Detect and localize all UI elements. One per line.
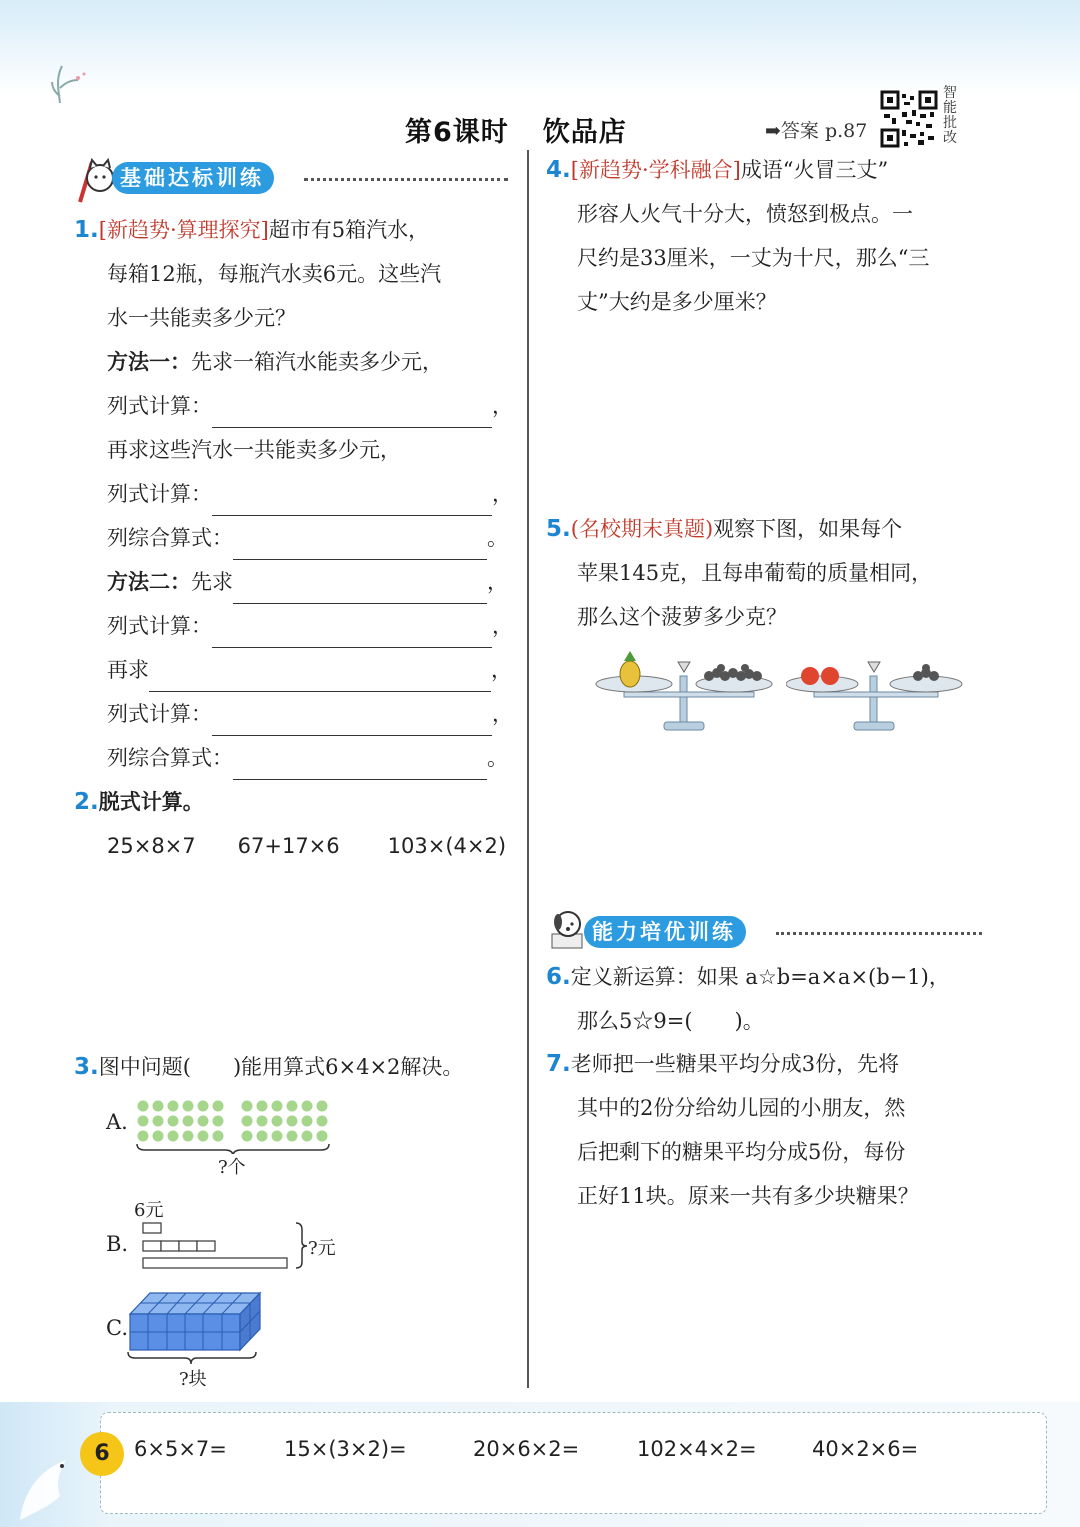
q7-number: 7. bbox=[546, 1051, 571, 1077]
punctuation: ， bbox=[487, 570, 508, 594]
punctuation: ， bbox=[492, 614, 513, 638]
q2-text: 脱式计算。 bbox=[98, 790, 204, 814]
answer-blank[interactable] bbox=[233, 575, 487, 604]
q7-text-line: 老师把一些糖果平均分成3份，先将 bbox=[570, 1052, 900, 1076]
page-number: 6 bbox=[80, 1432, 124, 1476]
q3-number: 3. bbox=[74, 1054, 99, 1080]
green-dot bbox=[287, 1116, 298, 1127]
question-5 bbox=[546, 507, 991, 639]
green-dot bbox=[257, 1101, 268, 1112]
calc-label: 列式计算： bbox=[107, 482, 212, 506]
green-dot bbox=[153, 1116, 164, 1127]
question-3 bbox=[74, 1045, 524, 1089]
oral-calc: 20×6×2= bbox=[473, 1437, 580, 1461]
section-basic-title: 基础达标训练 bbox=[112, 162, 274, 194]
oral-calc: 15×(3×2)= bbox=[284, 1437, 407, 1461]
bird-decoration-icon bbox=[10, 1440, 80, 1525]
q4-text-line: 尺约是33厘米，一丈为十尺，那么“三 bbox=[577, 246, 930, 270]
section-dots bbox=[304, 178, 508, 181]
qr-code-icon[interactable] bbox=[880, 90, 938, 148]
q5-number: 5. bbox=[546, 516, 571, 542]
q1-number: 1. bbox=[74, 217, 99, 243]
punctuation: ， bbox=[491, 658, 512, 682]
combined-label: 列综合算式： bbox=[107, 746, 233, 770]
question-2 bbox=[74, 780, 524, 868]
q4-tag: [新趋势·学科融合] bbox=[570, 158, 741, 182]
q1-text-line: 水一共能卖多少元？ bbox=[107, 306, 296, 330]
q6-number: 6. bbox=[546, 964, 571, 990]
q5-tag: (名校期末真题) bbox=[570, 517, 714, 541]
punctuation: ， bbox=[492, 394, 513, 418]
section-ability bbox=[546, 912, 986, 950]
green-dot bbox=[198, 1131, 209, 1142]
bar-figure bbox=[140, 1220, 310, 1272]
again-label: 再求 bbox=[107, 658, 149, 682]
green-dot bbox=[272, 1116, 283, 1127]
green-dot bbox=[242, 1116, 253, 1127]
q4-number: 4. bbox=[546, 157, 571, 183]
calc-label: 列式计算： bbox=[107, 614, 212, 638]
q2-number: 2. bbox=[74, 789, 99, 815]
page-title bbox=[405, 110, 627, 149]
q2-expr: 103×(4×2) bbox=[387, 834, 507, 858]
answer-blank[interactable] bbox=[212, 619, 492, 648]
q3-option-c-label: C. bbox=[106, 1316, 128, 1340]
green-dot bbox=[168, 1116, 179, 1127]
q3-a-note: ?个 bbox=[218, 1157, 246, 1178]
green-dot bbox=[153, 1131, 164, 1142]
green-dot bbox=[317, 1101, 328, 1112]
q1-tag: [新趋势·算理探究] bbox=[98, 218, 269, 242]
section-dots bbox=[776, 932, 982, 935]
green-dot bbox=[183, 1131, 194, 1142]
punctuation: 。 bbox=[487, 746, 508, 770]
green-dot bbox=[302, 1116, 313, 1127]
cat-mascot-icon bbox=[72, 156, 118, 204]
q7-text-line: 正好11块。原来一共有多少块糖果？ bbox=[577, 1184, 919, 1208]
green-dot bbox=[138, 1101, 149, 1112]
section-ability-title: 能力培优训练 bbox=[584, 916, 746, 948]
q1-text-line: 超市有5箱汽水， bbox=[268, 218, 430, 242]
combined-label: 列综合算式： bbox=[107, 526, 233, 550]
green-dot bbox=[287, 1131, 298, 1142]
q3-text: 图中问题( )能用算式6×4×2解决。 bbox=[98, 1055, 464, 1079]
dots-figure bbox=[135, 1098, 335, 1154]
answer-blank[interactable] bbox=[212, 707, 492, 736]
calc-label: 列式计算： bbox=[107, 394, 212, 418]
green-dot bbox=[198, 1101, 209, 1112]
green-dot bbox=[302, 1101, 313, 1112]
green-dot bbox=[287, 1101, 298, 1112]
answer-blank[interactable] bbox=[149, 663, 491, 692]
q3-b-note: ?元 bbox=[308, 1238, 336, 1259]
method1-text: 先求一箱汽水能卖多少元， bbox=[191, 350, 443, 374]
q7-text-line: 后把剩下的糖果平均分成5份，每份 bbox=[577, 1140, 906, 1164]
green-dot bbox=[168, 1131, 179, 1142]
then-text: 再求这些汽水一共能卖多少元， bbox=[107, 438, 401, 462]
green-dot bbox=[198, 1116, 209, 1127]
green-dot bbox=[257, 1131, 268, 1142]
section-basic bbox=[72, 158, 512, 196]
answer-blank[interactable] bbox=[212, 399, 492, 428]
question-4 bbox=[546, 148, 991, 324]
question-7 bbox=[546, 1042, 996, 1218]
q3-option-b-label: B. bbox=[106, 1232, 129, 1256]
q7-text-line: 其中的2份分给幼儿园的小朋友，然 bbox=[577, 1096, 906, 1120]
q3-b-price: 6元 bbox=[134, 1200, 164, 1221]
oral-calc: 40×2×6= bbox=[812, 1437, 919, 1461]
top-banner bbox=[0, 0, 1080, 95]
green-dot bbox=[183, 1101, 194, 1112]
method2-text: 先求 bbox=[191, 570, 233, 594]
balance-scale-pineapple-grapes bbox=[594, 648, 784, 734]
answer-blank[interactable] bbox=[212, 487, 492, 516]
green-dot bbox=[213, 1131, 224, 1142]
green-dot bbox=[242, 1101, 253, 1112]
green-dot bbox=[138, 1131, 149, 1142]
q3-c-note: ?块 bbox=[179, 1369, 207, 1390]
q1-text-line: 每箱12瓶，每瓶汽水卖6元。这些汽 bbox=[107, 262, 442, 286]
calc-label: 列式计算： bbox=[107, 702, 212, 726]
oral-calc-box bbox=[100, 1412, 1047, 1514]
q2-expr: 67+17×6 bbox=[237, 834, 340, 858]
cube-block-figure bbox=[125, 1288, 270, 1366]
green-dot bbox=[213, 1116, 224, 1127]
green-dot bbox=[138, 1116, 149, 1127]
answer-blank[interactable] bbox=[233, 531, 487, 560]
question-6 bbox=[546, 955, 996, 1043]
green-dot bbox=[153, 1101, 164, 1112]
green-dot bbox=[257, 1116, 268, 1127]
q3-option-a-label: A. bbox=[106, 1110, 128, 1134]
lesson-topic: 饮品店 bbox=[542, 117, 627, 148]
balance-scale-apples-grapes bbox=[786, 652, 966, 734]
method1-label: 方法一： bbox=[107, 350, 191, 374]
oral-calc: 6×5×7= bbox=[134, 1437, 227, 1461]
method2-label: 方法二： bbox=[107, 570, 191, 594]
q4-text-line: 成语“火冒三丈” bbox=[740, 158, 889, 182]
q4-text-line: 形容人火气十分大，愤怒到极点。一 bbox=[577, 202, 913, 226]
answer-reference: ➡答案 p.87 bbox=[765, 120, 868, 142]
q5-text-line: 苹果145克，且每串葡萄的质量相同， bbox=[577, 561, 933, 585]
green-dot bbox=[272, 1101, 283, 1112]
smart-correction-label: 智能批改 bbox=[943, 85, 957, 146]
question-1 bbox=[74, 208, 524, 780]
oral-calc: 102×4×2= bbox=[637, 1437, 757, 1461]
punctuation: ， bbox=[492, 482, 513, 506]
green-dot bbox=[168, 1101, 179, 1112]
green-dot bbox=[317, 1116, 328, 1127]
punctuation: ， bbox=[492, 702, 513, 726]
q6-text-line: 定义新运算：如果 a☆b=a×a×(b−1)， bbox=[570, 965, 950, 989]
q4-text-line: 丈”大约是多少厘米？ bbox=[577, 290, 777, 314]
green-dot bbox=[183, 1116, 194, 1127]
green-dot bbox=[213, 1101, 224, 1112]
answer-blank[interactable] bbox=[233, 751, 487, 780]
lesson-number: 第6课时 bbox=[405, 117, 509, 148]
q2-expr: 25×8×7 bbox=[107, 834, 196, 858]
q6-text-line: 那么5☆9=( )。 bbox=[577, 1009, 764, 1033]
green-dot bbox=[317, 1131, 328, 1142]
plant-decoration-icon bbox=[48, 58, 108, 108]
green-dot bbox=[272, 1131, 283, 1142]
green-dot bbox=[302, 1131, 313, 1142]
q5-text-line: 观察下图，如果每个 bbox=[713, 517, 903, 541]
column-divider bbox=[527, 150, 529, 1388]
punctuation: 。 bbox=[487, 526, 508, 550]
q5-text-line: 那么这个菠萝多少克？ bbox=[577, 605, 787, 629]
green-dot bbox=[242, 1131, 253, 1142]
